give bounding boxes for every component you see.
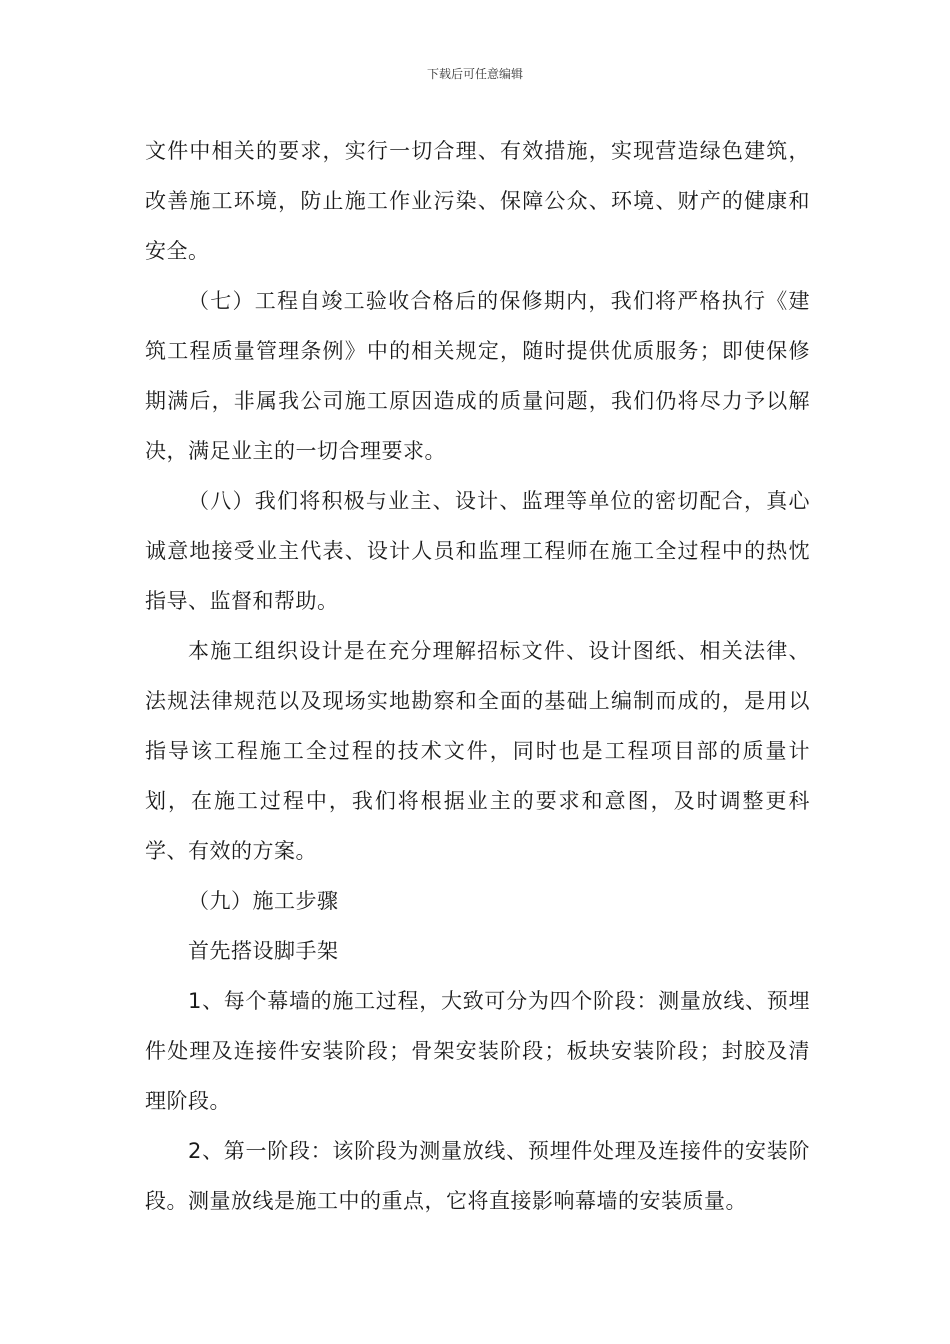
paragraph-continuation: 文件中相关的要求，实行一切合理、有效措施，实现营造绿色建筑，改善施工环境，防止施工作业污染、保障公众、环境、财产的健康和安全。	[145, 139, 810, 263]
paragraph-step-one: 1、每个幕墙的施工过程，大致可分为四个阶段：测量放线、预埋件处理及连接件安装阶段；骨架安装阶段；板块安装阶段；封胶及清理阶段。	[145, 989, 810, 1113]
paragraph-scaffold: 首先搭设脚手架	[188, 939, 339, 963]
paragraph-item-eight: （八）我们将积极与业主、设计、监理等单位的密切配合，真心诚意地接受业主代表、设计人员和监理工程师在施工全过程中的热忱指导、监督和帮助。	[145, 489, 810, 613]
document-body	[145, 126, 810, 1226]
paragraph-summary: 本施工组织设计是在充分理解招标文件、设计图纸、相关法律、法规法律规范以及现场实地勘察和全面的基础上编制而成的，是用以指导该工程施工全过程的技术文件，同时也是工程项目部的质量计划，在施工过程中，我们将根据业主的要求和意图，及时调整更科学、有效的方案。	[145, 639, 810, 863]
paragraph-item-seven: （七）工程自竣工验收合格后的保修期内，我们将严格执行《建筑工程质量管理条例》中的相关规定，随时提供优质服务；即使保修期满后，非属我公司施工原因造成的质量问题，我们仍将尽力予以解决，满足业主的一切合理要求。	[145, 289, 810, 463]
page-header: 下载后可任意编辑	[426, 67, 523, 81]
section-heading-nine: （九）施工步骤	[188, 889, 339, 913]
paragraph-step-two: 2、第一阶段：该阶段为测量放线、预埋件处理及连接件的安装阶段。测量放线是施工中的重点，它将直接影响幕墙的安装质量。	[145, 1139, 810, 1213]
